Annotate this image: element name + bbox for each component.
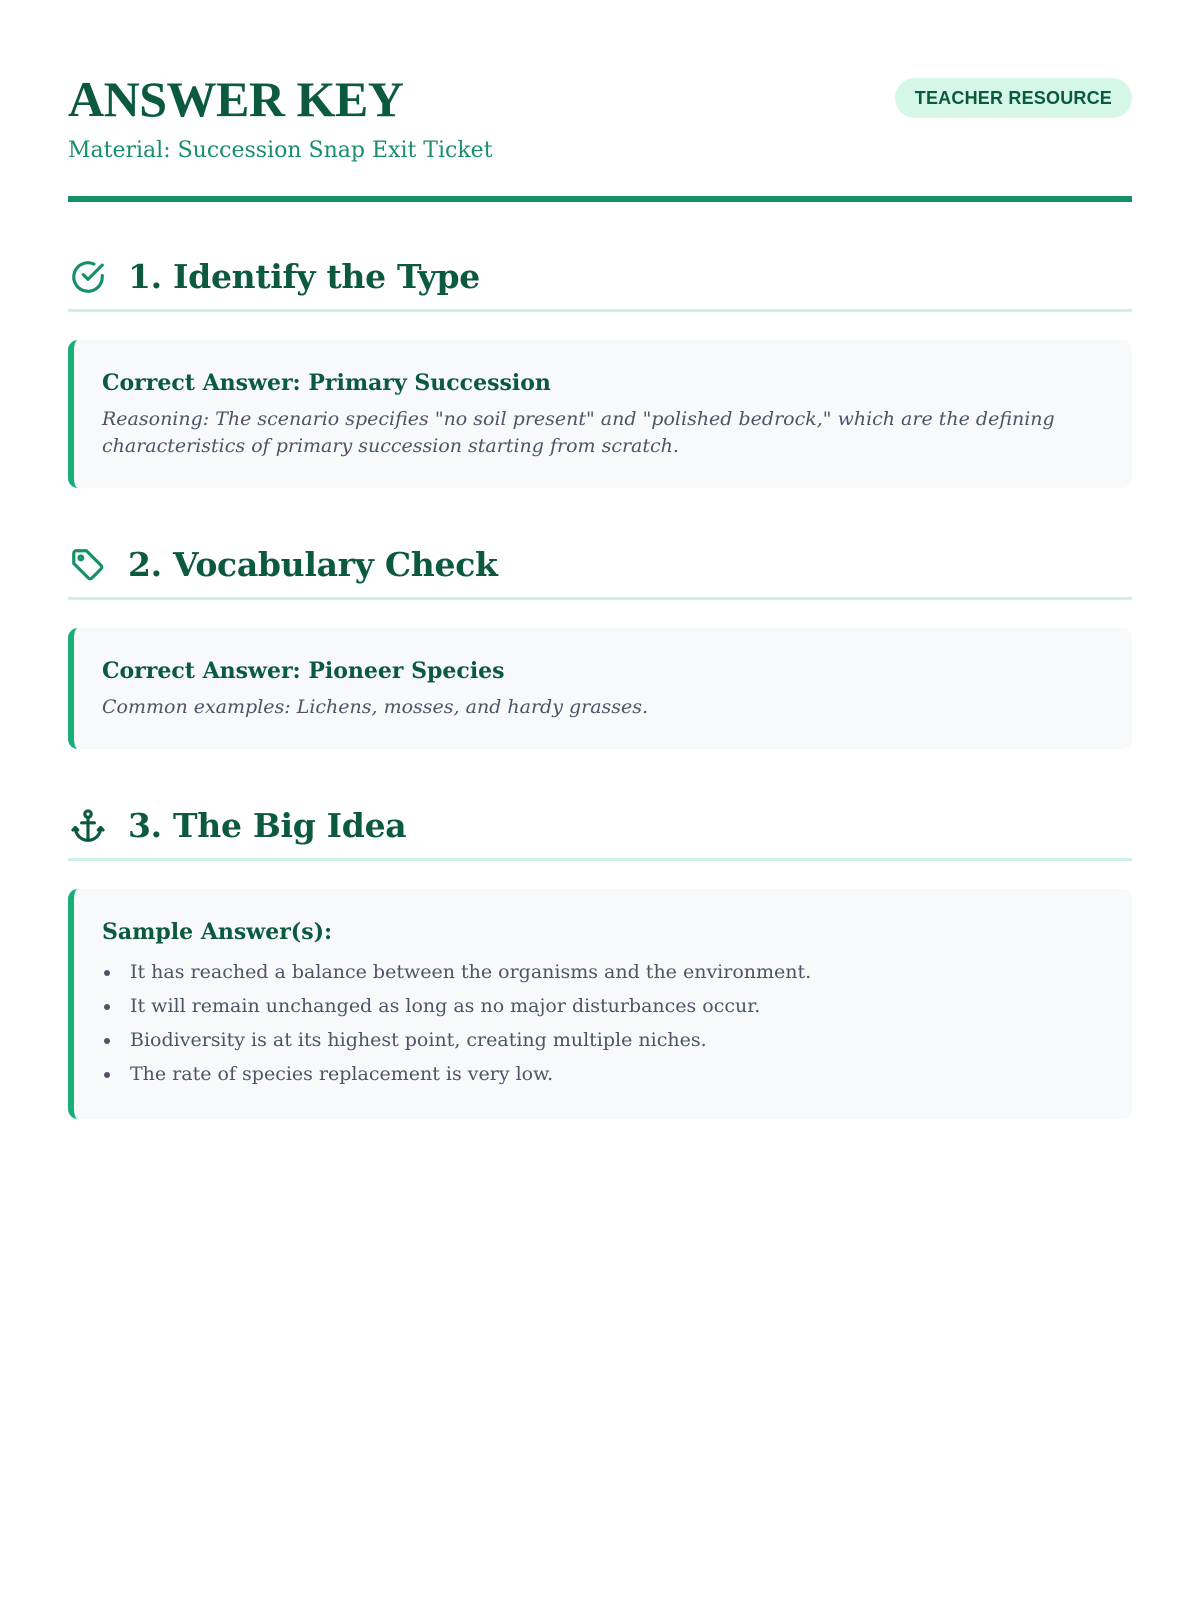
check-circle-icon [68, 257, 108, 297]
anchor-icon [68, 806, 108, 846]
document-header [68, 0, 1132, 202]
answer-card [68, 889, 1132, 1119]
list-item: It will remain unchanged as long as no major disturbances occur. [102, 989, 1098, 1023]
page-subtitle: Material: Succession Snap Exit Ticket [68, 138, 493, 163]
reasoning-text: Reasoning: The scenario specifies "no soil present" and "polished bedrock," which are the defining characteristics of primary succession starting from scratch. [102, 408, 1055, 457]
answer-card [68, 340, 1132, 488]
page-title: ANSWER KEY [68, 71, 404, 127]
sample-answers-label: Sample Answer(s): [102, 919, 333, 945]
correct-answer-label: Correct Answer: Primary Succession [102, 370, 551, 396]
list-item: The rate of species replacement is very low. [102, 1057, 1098, 1091]
list-item: Biodiversity is at its highest point, creating multiple niches. [102, 1023, 1098, 1057]
tag-icon [68, 545, 108, 585]
list-item: It has reached a balance between the organisms and the environment. [102, 955, 1098, 989]
section-title: 1. Identify the Type [128, 257, 480, 296]
section-big-idea [68, 797, 1132, 1119]
answer-card [68, 628, 1132, 749]
examples-text: Common examples: Lichens, mosses, and hardy grasses. [102, 696, 649, 718]
correct-answer-label: Correct Answer: Pioneer Species [102, 658, 505, 684]
section-heading [68, 536, 1132, 600]
section-vocabulary-check [68, 536, 1132, 749]
sample-answer-list [102, 955, 1098, 1091]
section-identify-type [68, 248, 1132, 488]
section-title: 3. The Big Idea [128, 806, 407, 845]
teacher-resource-badge: TEACHER RESOURCE [895, 78, 1132, 118]
section-title: 2. Vocabulary Check [128, 545, 498, 584]
section-heading [68, 248, 1132, 312]
section-heading [68, 797, 1132, 861]
